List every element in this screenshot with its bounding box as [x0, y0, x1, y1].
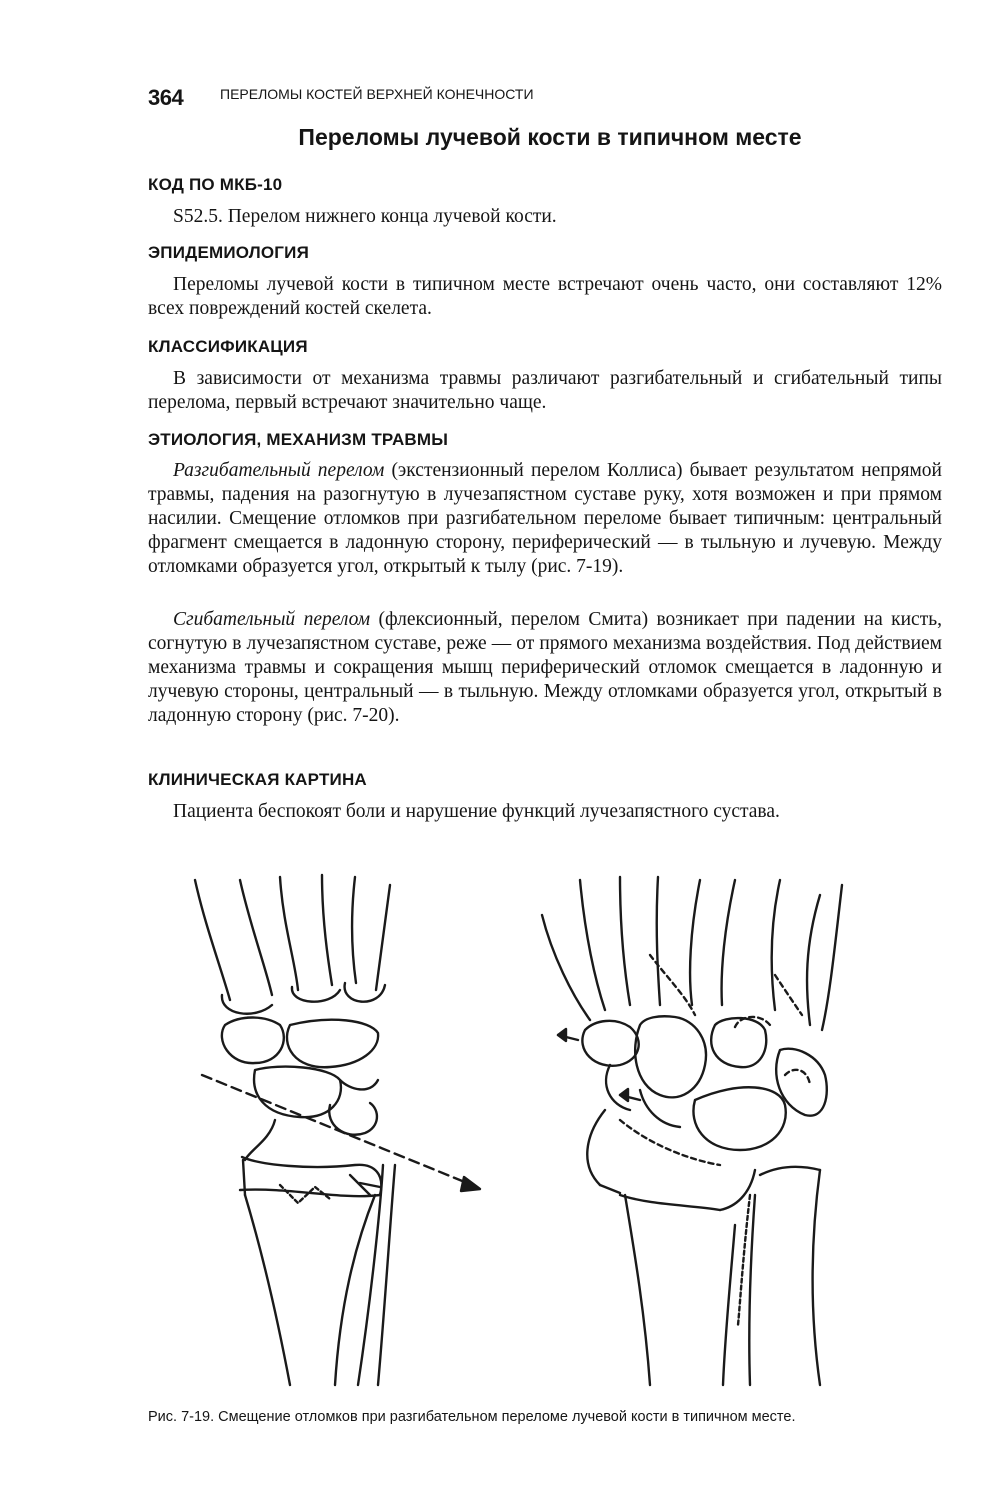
section-heading-classification: КЛАССИФИКАЦИЯ: [148, 337, 308, 356]
etiology-paragraph-flexion: [148, 608, 942, 728]
page-title: Переломы лучевой кости в типичном месте: [298, 124, 802, 150]
section-heading-clinical: КЛИНИЧЕСКАЯ КАРТИНА: [148, 770, 367, 789]
classification-paragraph: В зависимости от механизма травмы различают разгибательный и сгибательный типы перелома, первый встречают значительно чаще.: [148, 368, 942, 413]
frontal-view-drawing: [542, 877, 842, 1385]
flexion-fracture-text: (флексионный, перелом Смита) возникает при падении на кисть, согнутую в лучезапястном суставе, реже — от прямого механизма воздействия. Под действием механизма травмы и сокращения мышц периферический отломок смещается в ладонную и лучевую стороны, центральный — в тыльную. Между отломками образуется угол, открытый в ладонную сторону (рис. 7-20).: [148, 609, 942, 726]
figure-wrist-fracture: [180, 865, 900, 1395]
clinical-paragraph: Пациента беспокоят боли и нарушение функций лучезапястного сустава.: [173, 801, 780, 822]
term-extension-fracture: Разгибательный перелом: [173, 460, 385, 481]
figure-caption: Рис. 7-19. Смещение отломков при разгибательном переломе лучевой кости в типичном месте.: [148, 1409, 796, 1425]
wrist-illustration: [180, 865, 900, 1395]
etiology-paragraph-extension: [148, 459, 942, 579]
lateral-view-drawing: [195, 875, 480, 1385]
epidemiology-paragraph: Переломы лучевой кости в типичном месте встречают очень часто, они составляют 12% всех повреждений костей скелета.: [148, 274, 942, 319]
term-flexion-fracture: Сгибательный перелом: [173, 609, 371, 630]
running-title: ПЕРЕЛОМЫ КОСТЕЙ ВЕРХНЕЙ КОНЕЧНОСТИ: [220, 86, 534, 102]
section-heading-icd: КОД ПО МКБ-10: [148, 175, 283, 194]
section-heading-etiology: ЭТИОЛОГИЯ, МЕХАНИЗМ ТРАВМЫ: [148, 430, 449, 449]
section-heading-epidemiology: ЭПИДЕМИОЛОГИЯ: [148, 243, 309, 262]
extension-fracture-text: (экстензионный перелом Коллиса) бывает результатом непрямой травмы, падения на разогнутую в лучезапястном суставе руку, хотя возможен и при прямом насилии. Смещение отломков при разгибательном переломе бывает типичным: центральный фрагмент смещается в ладонную сторону, периферический — в тыльную и лучевую. Между отломками образуется угол, открытый к тылу (рис. 7-19).: [148, 460, 942, 577]
page-number: 364: [148, 85, 184, 110]
icd-paragraph: S52.5. Перелом нижнего конца лучевой кости.: [173, 206, 557, 227]
